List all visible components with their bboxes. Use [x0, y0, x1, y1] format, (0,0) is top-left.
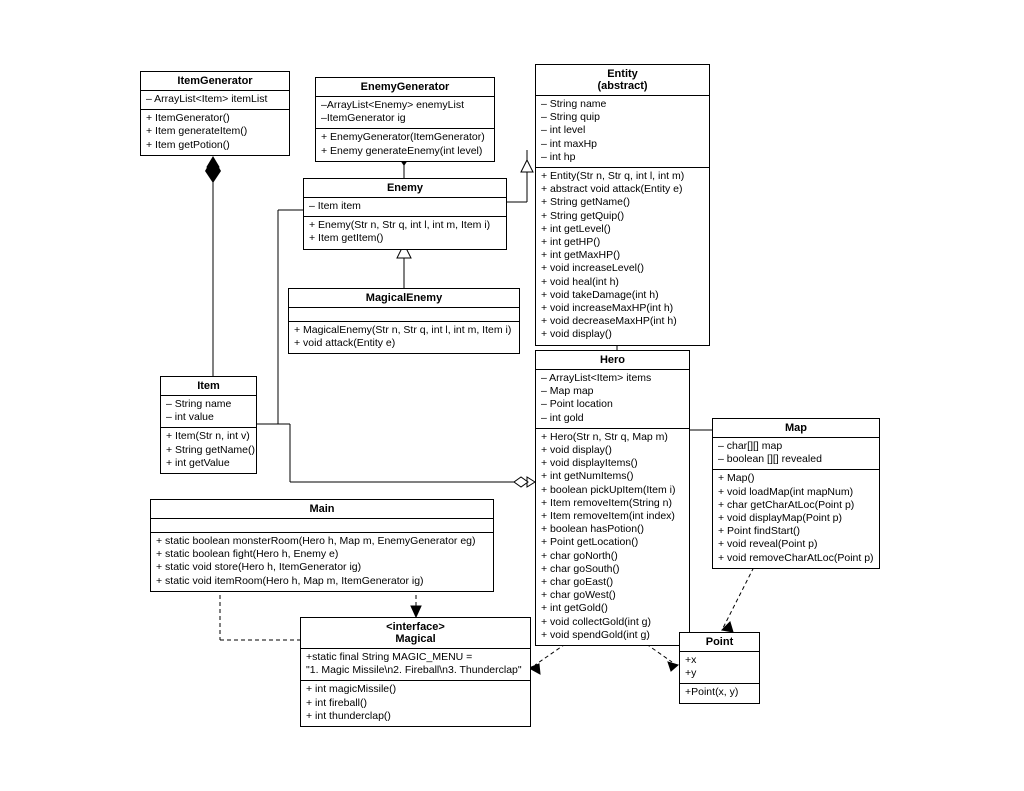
- class-attributes-entity: [536, 96, 709, 167]
- method: + Item removeItem(int index): [541, 510, 675, 523]
- method: + void heal(int h): [541, 275, 619, 288]
- method: + boolean hasPotion(): [541, 523, 645, 536]
- method: +Point(x, y): [685, 686, 739, 699]
- method: + char goSouth(): [541, 562, 620, 575]
- class-box-point[interactable]: [679, 632, 760, 704]
- class-box-main[interactable]: [150, 499, 494, 592]
- class-box-hero[interactable]: [535, 350, 690, 646]
- class-title-magicalenemy: MagicalEnemy: [365, 292, 443, 304]
- class-methods-enemy: [304, 217, 506, 248]
- attribute: – int level: [541, 124, 586, 137]
- method: + char getCharAtLoc(Point p): [718, 498, 855, 511]
- method: + int fireball(): [306, 696, 367, 709]
- method: + abstract void attack(Entity e): [541, 183, 683, 196]
- attribute: – ArrayList<Item> itemList: [146, 93, 268, 105]
- method: + Enemy generateEnemy(int level): [321, 144, 483, 157]
- class-box-item[interactable]: [160, 376, 257, 474]
- method: + void takeDamage(int h): [541, 288, 659, 301]
- class-methods-magical: [301, 681, 530, 726]
- attribute: – boolean [][] revealed: [718, 453, 822, 466]
- class-box-itemgenerator[interactable]: [140, 71, 290, 156]
- class-methods-hero: [536, 429, 689, 645]
- class-box-magical[interactable]: [300, 617, 531, 727]
- method: + int getLevel(): [541, 222, 611, 235]
- class-attributes-item: [161, 396, 256, 427]
- class-attributes-enemy: [304, 198, 506, 216]
- attribute: – char[][] map: [718, 440, 783, 452]
- method: + void removeCharAtLoc(Point p): [718, 551, 874, 564]
- method: + Item getItem(): [309, 232, 384, 245]
- class-attributes-main: [151, 519, 493, 532]
- class-box-magicalenemy[interactable]: [288, 288, 520, 354]
- method: + void display(): [541, 444, 612, 457]
- method: + void displayItems(): [541, 457, 638, 470]
- class-attributes-magical: [301, 649, 530, 680]
- attribute: – int gold: [541, 411, 584, 424]
- method: + int getGold(): [541, 602, 608, 615]
- method: + int getHP(): [541, 236, 601, 249]
- method: + Item(Str n, int v): [166, 430, 250, 443]
- method: + EnemyGenerator(ItemGenerator): [321, 131, 485, 144]
- method: + Point findStart(): [718, 525, 800, 538]
- class-methods-point: [680, 684, 759, 702]
- class-methods-entity: [536, 168, 709, 345]
- attribute: –ItemGenerator ig: [321, 112, 406, 125]
- class-name: Entity: [607, 68, 638, 80]
- attribute: – ArrayList<Item> items: [541, 372, 652, 384]
- class-attributes-enemygenerator: [316, 97, 494, 128]
- attribute: – Map map: [541, 385, 594, 398]
- attribute: – int value: [166, 411, 214, 424]
- method: + char goNorth(): [541, 549, 618, 562]
- method: + void increaseLevel(): [541, 262, 645, 275]
- method: + void increaseMaxHP(int h): [541, 302, 674, 315]
- method: + static boolean fight(Hero h, Enemy e): [156, 548, 339, 561]
- class-title-enemy: Enemy: [386, 182, 424, 194]
- class-attributes-magicalenemy: [289, 308, 519, 321]
- method: + void display(): [541, 328, 612, 341]
- class-box-entity[interactable]: [535, 64, 710, 346]
- class-title-map: Map: [785, 422, 807, 434]
- method: + Hero(Str n, Str q, Map m): [541, 430, 668, 443]
- class-methods-enemygenerator: [316, 129, 494, 160]
- class-methods-map: [713, 470, 879, 567]
- method: + void reveal(Point p): [718, 538, 818, 551]
- attribute: +static final String MAGIC_MENU =: [306, 651, 473, 663]
- attribute: – String name: [166, 398, 232, 410]
- method: + void loadMap(int mapNum): [718, 485, 854, 498]
- method: + int getMaxHP(): [541, 249, 621, 262]
- method: + MagicalEnemy(Str n, Str q, int l, int m, Item i): [294, 324, 512, 336]
- class-attributes-map: [713, 438, 879, 469]
- method: + ItemGenerator(): [146, 112, 230, 125]
- method: + String getName(): [541, 196, 630, 209]
- class-title-magical: [301, 618, 530, 648]
- method: + String getName(): [166, 443, 255, 456]
- attribute: – Item item: [309, 200, 361, 212]
- class-title-enemygenerator: EnemyGenerator: [360, 81, 450, 93]
- attribute: – Point location: [541, 398, 613, 411]
- method: + void collectGold(int g): [541, 615, 652, 628]
- class-box-map[interactable]: [712, 418, 880, 569]
- method: + int magicMissile(): [306, 683, 397, 696]
- class-methods-item: [161, 428, 256, 473]
- method: + void attack(Entity e): [294, 337, 396, 350]
- method: + void displayMap(Point p): [718, 512, 843, 525]
- class-title-hero: Hero: [599, 354, 626, 366]
- class-methods-main: [151, 533, 493, 591]
- attribute: – String quip: [541, 111, 600, 124]
- class-stereotype: (abstract): [597, 80, 648, 92]
- class-attributes-itemgenerator: [141, 91, 289, 109]
- method: + Map(): [718, 472, 755, 485]
- method: + int getNumItems(): [541, 470, 634, 483]
- method: + Item generateItem(): [146, 125, 248, 138]
- class-title-entity: [536, 65, 709, 95]
- attribute: "1. Magic Missile\n2. Fireball\n3. Thunderclap": [306, 664, 522, 677]
- method: + char goWest(): [541, 589, 616, 602]
- method: + Enemy(Str n, Str q, int l, int m, Item i): [309, 219, 491, 232]
- attribute: – int hp: [541, 150, 576, 163]
- class-title-point: Point: [705, 636, 734, 648]
- method: + Entity(Str n, Str q, int l, int m): [541, 170, 685, 183]
- class-methods-itemgenerator: [141, 110, 289, 155]
- method: + void spendGold(int g): [541, 628, 650, 641]
- method: + static boolean monsterRoom(Hero h, Map m, EnemyGenerator eg): [156, 535, 476, 547]
- method: + Item removeItem(String n): [541, 496, 672, 509]
- class-title-main: Main: [309, 503, 335, 515]
- attribute: –ArrayList<Enemy> enemyList: [321, 99, 464, 111]
- attribute: +y: [685, 667, 697, 680]
- method: + Point getLocation(): [541, 536, 639, 549]
- class-name: Magical: [395, 633, 436, 645]
- class-box-enemygenerator[interactable]: [315, 77, 495, 162]
- method: + int getValue: [166, 456, 230, 469]
- method: + String getQuip(): [541, 209, 625, 222]
- method: + int thunderclap(): [306, 709, 391, 722]
- class-methods-magicalenemy: [289, 322, 519, 353]
- class-stereotype: <interface>: [386, 621, 445, 633]
- method: + void decreaseMaxHP(int h): [541, 315, 677, 328]
- attribute: +x: [685, 654, 697, 666]
- class-title-item: Item: [197, 380, 220, 392]
- method: + static void store(Hero h, ItemGenerator ig): [156, 561, 362, 574]
- method: + boolean pickUpItem(Item i): [541, 483, 676, 496]
- method: + Item getPotion(): [146, 138, 230, 151]
- attribute: – String name: [541, 98, 607, 110]
- class-box-enemy[interactable]: [303, 178, 507, 250]
- method: + char goEast(): [541, 576, 614, 589]
- class-attributes-hero: [536, 370, 689, 428]
- class-title-itemgenerator: ItemGenerator: [177, 75, 253, 87]
- class-attributes-point: [680, 652, 759, 683]
- method: + static void itemRoom(Hero h, Map m, ItemGenerator ig): [156, 574, 424, 587]
- attribute: – int maxHp: [541, 137, 598, 150]
